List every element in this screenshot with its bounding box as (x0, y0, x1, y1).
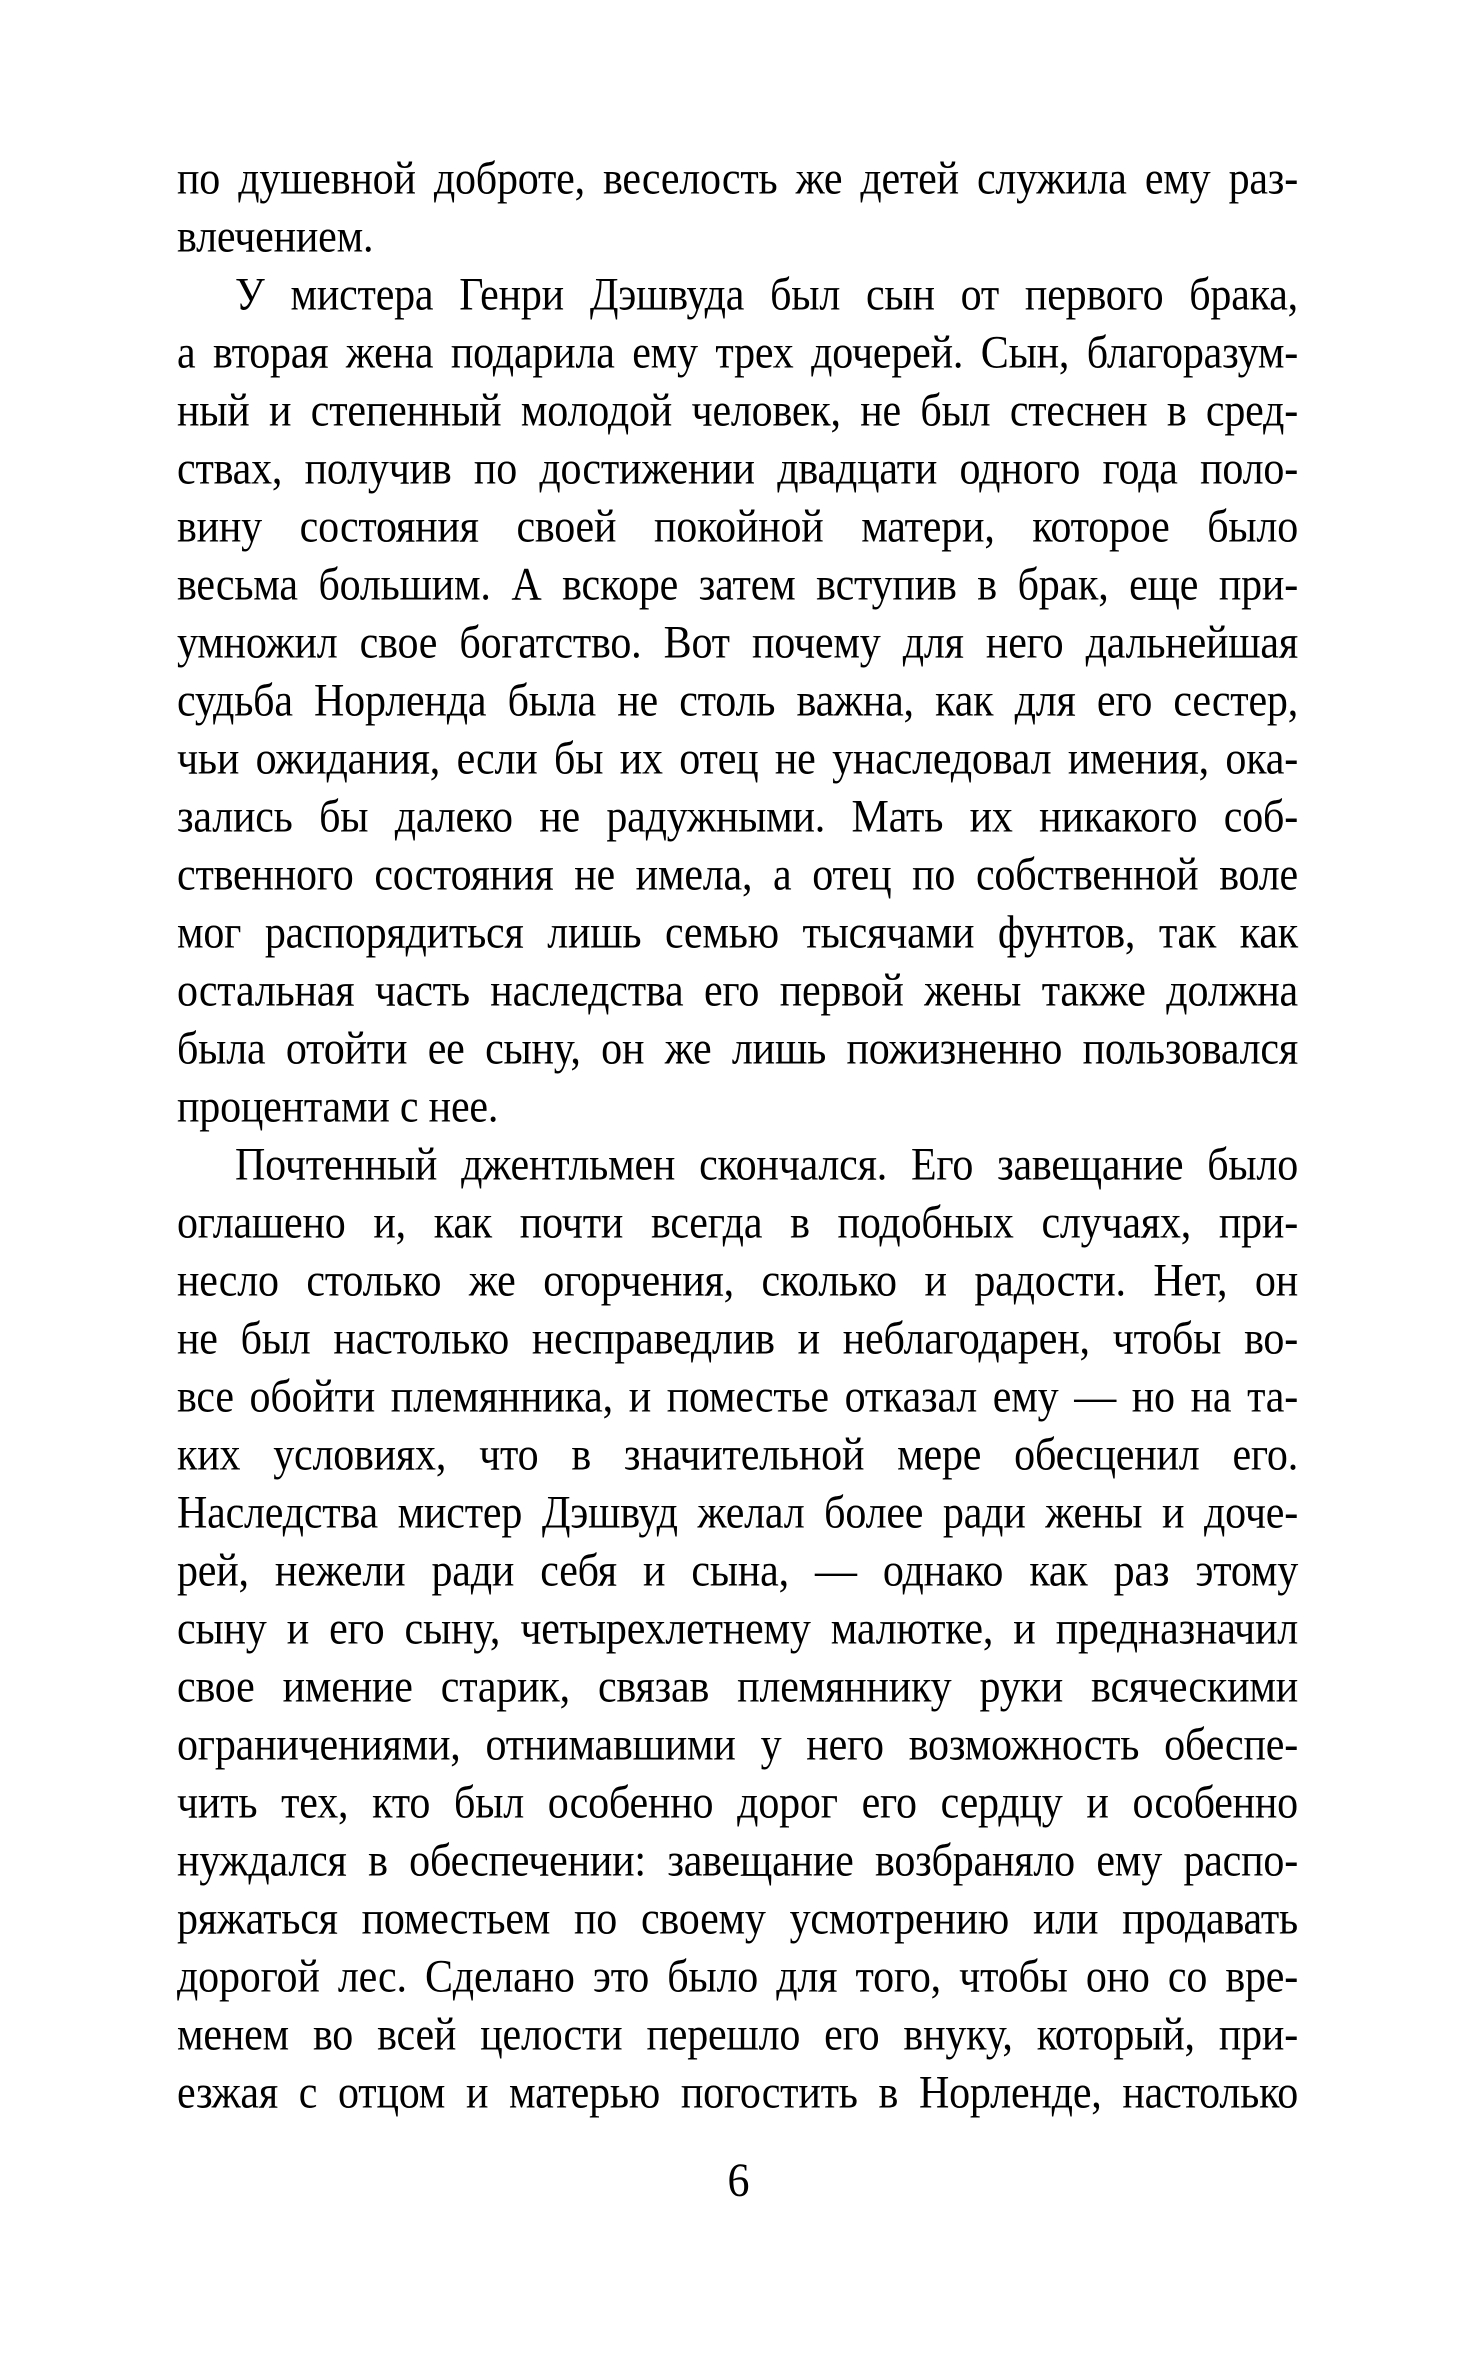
text-line: Наследства мистер Дэшвуд желал более ради жены и доче- (177, 1487, 1298, 1539)
text-line: ряжаться поместьем по своему усмотрению или продавать (177, 1893, 1298, 1945)
text-line: не был настолько несправедлив и неблагодарен, чтобы во- (177, 1313, 1298, 1365)
text-line: менем во всей целости перешло его внуку, который, при- (177, 2009, 1298, 2061)
text-line: судьба Норленда была не столь важна, как для его сестер, (177, 675, 1298, 727)
text-line: вину состояния своей покойной матери, которое было (177, 501, 1298, 553)
text-line: рей, нежели ради себя и сына, — однако как раз этому (177, 1545, 1298, 1597)
text-line: остальная часть наследства его первой жены также должна (177, 965, 1298, 1017)
page-number: 6 (727, 2154, 750, 2207)
text-block (177, 150, 1298, 2122)
text-line: ких условиях, что в значительной мере обесценил его. (177, 1429, 1298, 1481)
text-line: чьи ожидания, если бы их отец не унаследовал имения, ока- (177, 733, 1298, 785)
text-line: Почтенный джентльмен скончался. Его завещание было (235, 1139, 1298, 1191)
text-line: была отойти ее сыну, он же лишь пожизненно пользовался (177, 1023, 1298, 1075)
text-line: свое имение старик, связав племяннику руки всяческими (177, 1661, 1298, 1713)
text-line: весьма большим. А вскоре затем вступив в брак, еще при- (177, 559, 1298, 611)
text-line: езжая с отцом и матерью погостить в Норленде, настолько (177, 2067, 1298, 2119)
text-line: ный и степенный молодой человек, не был стеснен в сред- (177, 385, 1298, 437)
text-line: мог распорядиться лишь семью тысячами фунтов, так как (177, 907, 1298, 959)
text-line: а вторая жена подарила ему трех дочерей. Сын, благоразум- (177, 327, 1298, 379)
text-line: ограничениями, отнимавшими у него возможность обеспе- (177, 1719, 1298, 1771)
text-line: процентами с нее. (177, 1081, 499, 1133)
text-line: все обойти племянника, и поместье отказал ему — но на та- (177, 1371, 1298, 1423)
text-line: влечением. (177, 211, 374, 263)
text-line: чить тех, кто был особенно дорог его сердцу и особенно (177, 1777, 1298, 1829)
text-line: сыну и его сыну, четырехлетнему малютке, и предназначил (177, 1603, 1298, 1655)
text-line: У мистера Генри Дэшвуда был сын от первого брака, (235, 269, 1298, 321)
text-line: ственного состояния не имела, а отец по собственной воле (177, 849, 1298, 901)
text-line: зались бы далеко не радужными. Мать их никакого соб- (177, 791, 1298, 843)
text-line: оглашено и, как почти всегда в подобных случаях, при- (177, 1197, 1298, 1249)
text-line: умножил свое богатство. Вот почему для него дальнейшая (177, 617, 1298, 669)
text-line: дорогой лес. Сделано это было для того, чтобы оно со вре- (177, 1951, 1298, 2003)
text-line: по душевной доброте, веселость же детей служила ему раз- (177, 153, 1298, 205)
text-line: ствах, получив по достижении двадцати одного года поло- (177, 443, 1298, 495)
text-line: несло столько же огорчения, сколько и радости. Нет, он (177, 1255, 1298, 1307)
text-line: нуждался в обеспечении: завещание возбраняло ему распо- (177, 1835, 1298, 1887)
